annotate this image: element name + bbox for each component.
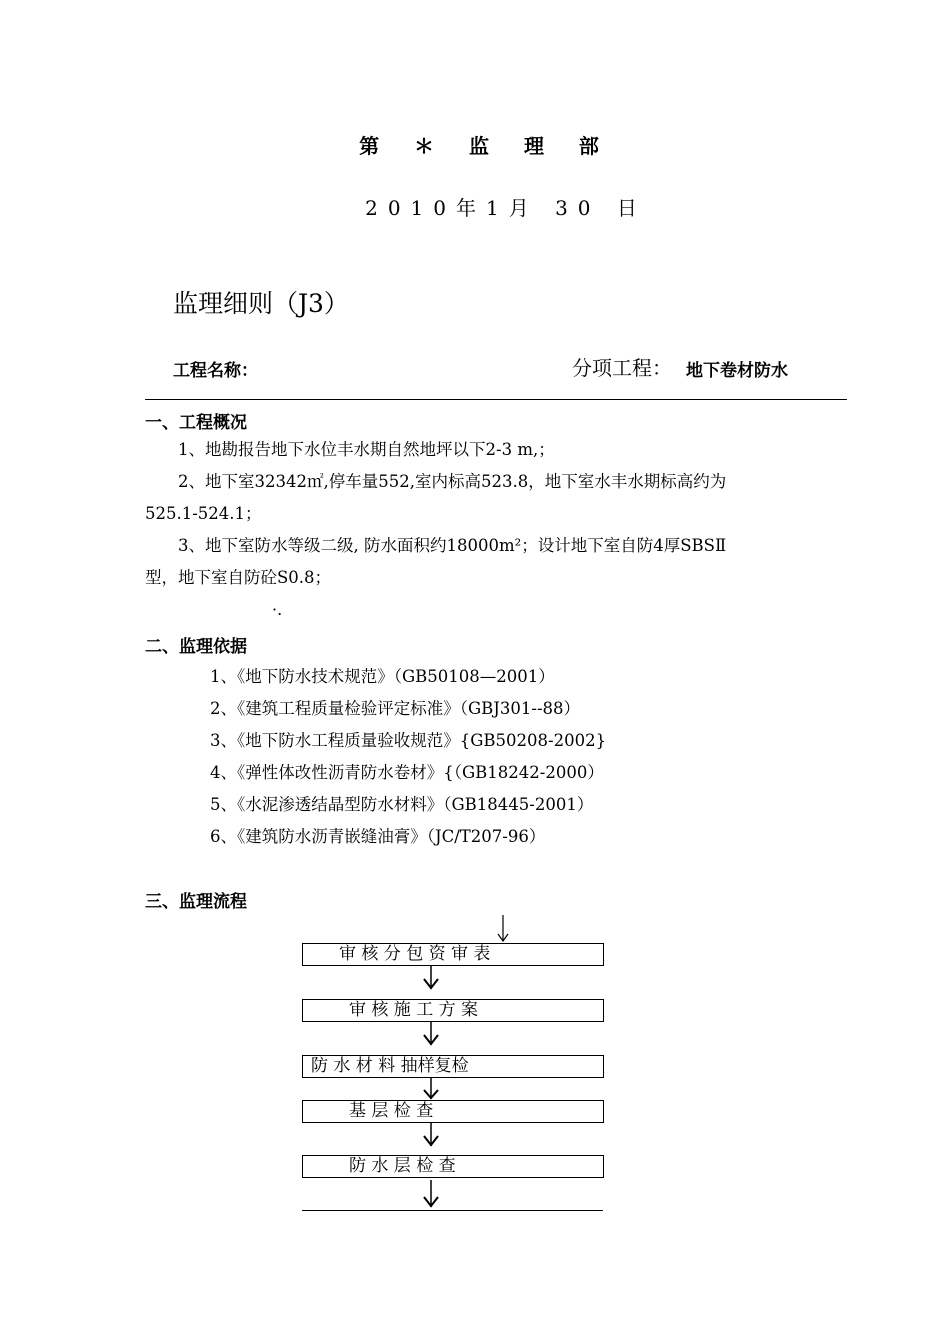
document-title: 监理细则（J3）: [173, 289, 349, 318]
header-divider: [145, 399, 847, 400]
overview-item-2-cont: 525.1-524.1；: [145, 504, 262, 523]
section-basis-heading: 二、监理依据: [145, 637, 247, 657]
overview-item-2: 2、地下室32342㎡,停车量552,室内标高523.8，地下室水丰水期标高约为: [178, 472, 727, 491]
flow-step-2: [302, 999, 604, 1022]
flow-end-line: [302, 1210, 603, 1211]
flow-down-arrow-icon: [421, 965, 441, 991]
flow-step-4: [302, 1100, 604, 1123]
basis-item-3: 3、《地下防水工程质量验收规范》{GB50208-2002}: [210, 731, 607, 750]
flow-entry-arrow-icon: [494, 915, 512, 943]
document-date: 2010年1月 30 日: [365, 196, 647, 220]
flow-step-3: [302, 1055, 604, 1078]
flow-step-3-label: 防 水 材 料 抽样复检: [311, 1056, 469, 1076]
overview-item-1: 1、地勘报告地下水位丰水期自然地坪以下2-3 m,；: [178, 440, 555, 459]
flow-step-5: [302, 1155, 604, 1178]
overview-paragraphs: [145, 434, 825, 594]
overview-item-3-cont: 型，地下室自防砼S0.8；: [145, 568, 332, 587]
basis-item-5: 5、《水泥渗透结晶型防水材料》（GB18445-2001）: [210, 795, 594, 814]
flow-down-arrow-icon: [421, 1122, 441, 1148]
project-name-label: 工程名称：: [173, 361, 258, 381]
basis-item-4: 4、《弹性体改性沥青防水卷材》{（GB18242-2000）: [210, 763, 604, 782]
overview-item-3: 3、地下室防水等级二级, 防水面积约18000m²；设计地下室自防4厚SBSⅡ: [178, 536, 727, 555]
subproject-value: 地下卷材防水: [686, 361, 788, 381]
flow-step-2-label: 审 核 施 工 方 案: [349, 1000, 479, 1020]
flow-down-arrow-icon: [421, 1180, 441, 1210]
department-name: 第 ＊ 监 理 部: [359, 134, 613, 158]
section-overview-heading: 一、工程概况: [145, 413, 247, 433]
basis-item-2: 2、《建筑工程质量检验评定标准》（GBJ301--88）: [210, 699, 581, 718]
flow-step-5-label: 防 水 层 检 查: [349, 1156, 456, 1176]
basis-item-6: 6、《建筑防水沥青嵌缝油膏》（JC/T207-96）: [210, 827, 546, 846]
subproject-label: 分项工程：: [572, 356, 672, 380]
basis-item-1: 1、《地下防水技术规范》（GB50108—2001）: [210, 667, 555, 686]
stray-mark: ·.: [272, 600, 283, 619]
flow-down-arrow-icon: [421, 1077, 441, 1101]
flow-down-arrow-icon: [421, 1021, 441, 1047]
flow-step-4-label: 基 层 检 查: [349, 1101, 434, 1121]
section-process-heading: 三、监理流程: [145, 892, 247, 912]
flow-step-1-label: 审 核 分 包 资 审 表: [339, 944, 491, 964]
flow-step-1: [302, 943, 604, 966]
